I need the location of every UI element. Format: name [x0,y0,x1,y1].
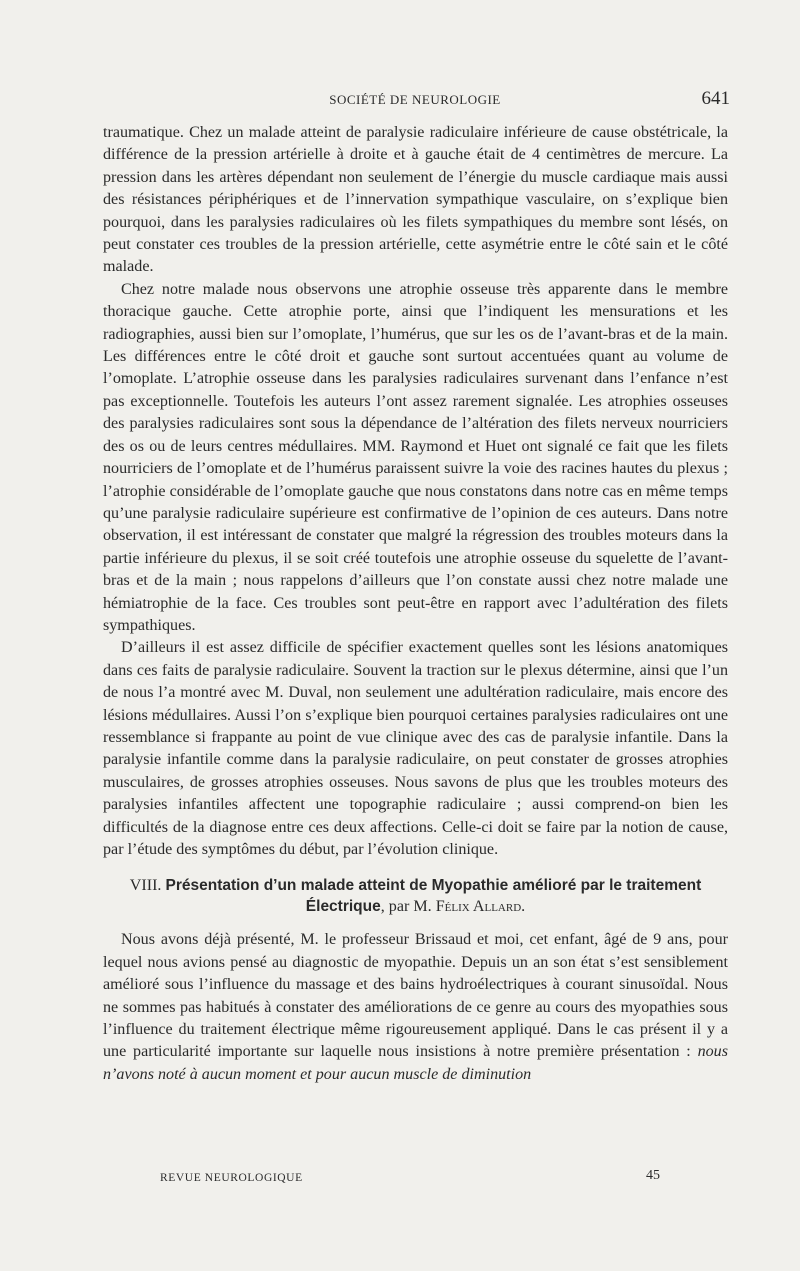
section-heading [103,875,728,917]
page-number: 641 [701,88,730,109]
section-author: Félix Allard. [435,898,526,916]
body-text [103,122,728,1086]
paragraph: D’ailleurs il est assez difficile de spécifier exactement quelles sont les lésions anatomiques dans ces faits de paralysie radiculaire. Souvent la traction sur le plexus détermine, ainsi que l’un de nous l’a montré avec M. Duval, non seulement une adultération radiculaire, mais encore des lésions médullaires. Aussi l’on s’explique bien pourquoi certaines paralysies radiculaires ont une ressemblance si frappante au point de vue clinique avec des cas de paralysie infantile. Dans la paralysie infantile comme dans la paralysie radiculaire, on peut constater de grosses atrophies musculaires, de grosses atrophies osseuses. Nous savons de plus que les troubles moteurs des paralysies infantiles affectent une topographie radiculaire ; aussi comprend-on bien les difficultés de la diagnose entre ces deux affections. Celle-ci doit se faire par la notion de cause, par l’étude des symptômes du début, par l’évolution clinique. [103,639,728,858]
page-footer [160,1168,660,1188]
section-number: VIII. [129,877,162,895]
paragraph [103,929,728,1086]
journal-name: REVUE NEUROLOGIQUE [160,1172,303,1184]
paragraph-text: Nous avons déjà présenté, M. le professeur Brissaud et moi, cet enfant, âgé de 9 ans, pour lequel nous avions pensé au diagnostic de myopathie. Depuis un an son état s’est sensiblement amélioré sous l’influence du massage et des bains hydroélectriques à courant sinusoïdal. Nous ne sommes pas habitués à constater des améliorations de ce genre au cours des myopathies sous l’influence du traitement électrique même rigoureusement appliqué. Dans le cas présent il y a une particularité importante sur laquelle nous insistions à notre première présentation : [103,931,728,1061]
paragraph-italic-text: nous n’avons noté à aucun moment et pour aucun muscle de diminution [103,1043,728,1083]
section-body [103,929,728,1086]
signature-mark: 45 [646,1168,660,1183]
paragraph: traumatique. Chez un malade atteint de paralysie radiculaire inférieure de cause obstétricale, la différence de la pression artérielle à droite et à gauche était de 4 centimètres de mercure. La pression dans les artères dépendant non seulement de l’énergie du muscle cardiaque mais aussi des résistances périphériques et de l’innervation sympathique vasculaire, on s’explique bien pourquoi, dans les paralysies radiculaires où les filets sympathiques du membre sont lésés, on peut constater ces troubles de la pression artérielle, cette asymétrie entre le côté sain et le côté malade. [103,124,728,276]
section-title: Présentation d’un malade atteint de Myopathie amélioré par le traitement Électrique [165,877,702,916]
running-title: SOCIÉTÉ DE NEUROLOGIE [329,92,501,107]
running-head [100,88,730,112]
paragraph: Chez notre malade nous observons une atrophie osseuse très apparente dans le membre thoracique gauche. Cette atrophie porte, ainsi que l’indiquent les mensurations et les radiographies, aussi bien sur l’omoplate, l’humérus, que sur les os de l’avant-bras et de la main. Les différences entre le côté droit et gauche sont surtout accentuées quant au volume de l’omoplate. L’atrophie osseuse dans les paralysies radiculaires survenant dans l’enfance n’est pas exceptionnelle. Toutefois les auteurs l’ont assez rarement signalée. Les atrophies osseuses des paralysies radiculaires sont sous la dépendance de l’altération des filets nerveux nourriciers des os ou de leurs centres médullaires. MM. Raymond et Huet ont signalé ce fait que les filets nourriciers de l’omoplate et de l’humérus paraissent suivre la voie des racines hautes du plexus ; l’atrophie considérable de l’omoplate gauche que nous constatons dans notre cas en même temps qu’une paralysie radiculaire supérieure est confirmative de l’opinion de ces auteurs. Dans notre observation, il est intéressant de constater que malgré la régression des troubles moteurs dans la partie inférieure du plexus, il se soit créé toutefois une atrophie osseuse du squelette de l’avant-bras et de la main ; nous rappelons d’ailleurs que l’on constate aussi chez notre malade une hémiatrophie de la face. Ces troubles sont peut-être en rapport avec l’adultération des filets sympathiques. [103,280,728,634]
section-byline: , par M. [380,898,432,916]
